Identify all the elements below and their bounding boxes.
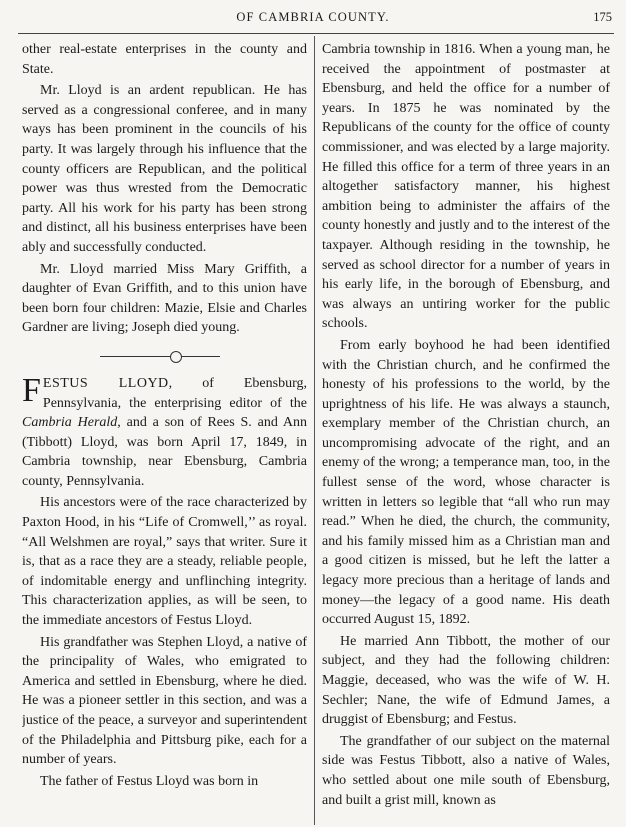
paragraph-father-start: The father of Festus Lloyd was born in [40, 773, 259, 789]
biography-opening [22, 371, 307, 492]
header-rule [18, 33, 614, 34]
paragraph-ancestors: His ancestors were of the race characterized by Paxton Hood, in his “Life of Cromwell,’’ as royal. “All Welshmen are royal,” says that writer. Sure it is, that as a race they are a steady, reliable people, of indomitable energy and unflinching integrity. This characterization applies, as will be seen, to the immediate ancestors of Festus Lloyd. [22, 495, 307, 629]
paragraph-father-career: Cambria township in 1816. When a young man, he received the appointment of postmaster at Ebensburg, and held the office for a number of years. In 1875 he was nominated by the Republicans of the county for the office of county commissioner, and was elected by a large majority. He filled this office for a term of three years in an altogether satisfactory manner, his highest ambition being to administer the affairs of the county honestly and justly and to the interest of the taxpayer. Although residing in the township, he served as school director for a number of years in his early life, in the borough of Ebensburg, and was always an untiring worker for the public schools. [322, 42, 610, 332]
paragraph-church: From early boyhood he had been identified with the Christian church, and he confirmed the honesty of his professions to the world, by the uprightness of his life. He was always a staunch, exemplary member of the Christian church, an uncompromising advocate of the right, and an enemy of the wrong; a temperance man, too, in the fullest sense of the word, whose character is written in letters so legible that “all who run may read.” When he died, the church, the community, and his family missed him as a Christian man and a good citizen is missed, but he left the latter a legacy more precious than a heritage of lands and money—the legacy of a good name. His death occurred August 15, 1892. [322, 337, 610, 628]
page-header [0, 0, 626, 34]
paragraph-continued: other real-estate enterprises in the county and State. [22, 42, 307, 77]
paragraph-grandfather: His grandfather was Stephen Lloyd, a native of the principality of Wales, who emigrated to America and settled in Ebensburg, where he died. He was a pioneer settler in this section, and was a justice of the peace, a surveyor and superintendent of the Philadelphia and Pittsburg pike, each for a number of years. [22, 634, 307, 768]
running-title: OF CAMBRIA COUNTY. [236, 10, 390, 24]
subject-name: ESTUS LLOYD [42, 375, 169, 391]
drop-cap: F [22, 371, 41, 409]
paragraph-maternal-grandfather: The grandfather of our subject on the maternal side was Festus Tibbott, also a native of Wales, who settled about one mile south of Ebensburg, and built a grist mill, known as [322, 733, 610, 808]
ornament-line [100, 356, 220, 357]
section-ornament [22, 345, 307, 367]
paragraph-republican: Mr. Lloyd is an ardent republican. He has served as a congressional conferee, and in many ways has been prominent in the councils of his party. It was largely through his influence that the county officers are Republican, and the political power was thus wrested from the Democratic party. All his work for his party has been strong and distinct, all his business enterprises have been ably and successfully conducted. [22, 83, 307, 255]
left-column [22, 40, 307, 827]
paragraph-marriage: Mr. Lloyd married Miss Mary Griffith, a daughter of Evan Griffith, and to this union have been born four children: Mazie, Elsie and Charles Gardner are living; Joseph died young. [22, 261, 307, 336]
page-number: 175 [593, 10, 612, 24]
bio-text-a: , of Ebensburg, Pennsylvania, the enterprising editor of the [42, 375, 307, 411]
newspaper-title: Cambria Herald [22, 415, 118, 431]
column-divider [314, 36, 315, 825]
paragraph-mother: He married Ann Tibbott, the mother of our subject, and they had the following children: Maggie, deceased, who was the wife of W. H. Sechler; Nane, the wife of Edmund James, a druggist of Ebensburg; and Festus. [322, 633, 610, 728]
bio-text-b: , and a son of Rees S. and Ann (Tibbott) Lloyd, was born April 17, 1849, in Cambria township, near Ebensburg, Cambria county, Pennsylvania. [22, 415, 307, 489]
ornament-circle [170, 351, 182, 363]
right-column [322, 40, 610, 827]
